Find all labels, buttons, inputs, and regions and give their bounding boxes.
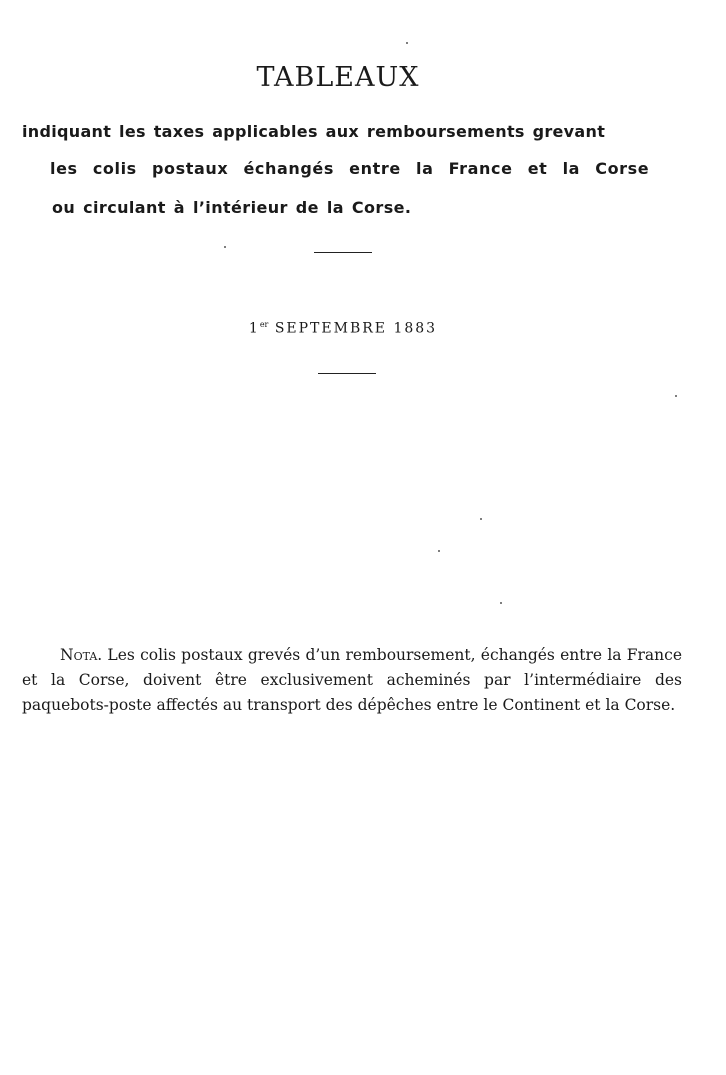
document-date <box>0 320 686 337</box>
scan-speck <box>675 395 677 397</box>
scan-speck <box>480 518 482 520</box>
subtitle-line-1: indiquant les taxes applicables aux remboursements grevant <box>22 122 606 141</box>
nota-text: Les colis postaux grevés d’un remboursement, échangés entre la France et la Corse, doivent être exclusivement acheminés par l’intermédiaire des paquebots-poste affectés au transport des dépêches entre le Continent et la Corse. <box>22 646 682 714</box>
scan-speck <box>406 42 408 44</box>
separator-rule-bottom <box>318 373 376 374</box>
subtitle-line-2: les colis postaux échangés entre la France et la Corse <box>50 159 650 178</box>
date-ordinal: 1 <box>248 320 260 337</box>
date-ordinal-suffix: er <box>259 320 269 329</box>
scan-speck <box>438 550 440 552</box>
document-title: TABLEAUX <box>256 62 420 93</box>
separator-rule-top <box>314 252 372 253</box>
subtitle-line-3: ou circulant à l’intérieur de la Corse. <box>52 198 412 217</box>
nota-lead: Nota. <box>60 646 103 664</box>
scan-speck <box>224 246 226 248</box>
nota-paragraph <box>22 643 682 718</box>
scan-speck <box>500 602 502 604</box>
date-month-year: SEPTEMBRE 1883 <box>274 320 438 337</box>
